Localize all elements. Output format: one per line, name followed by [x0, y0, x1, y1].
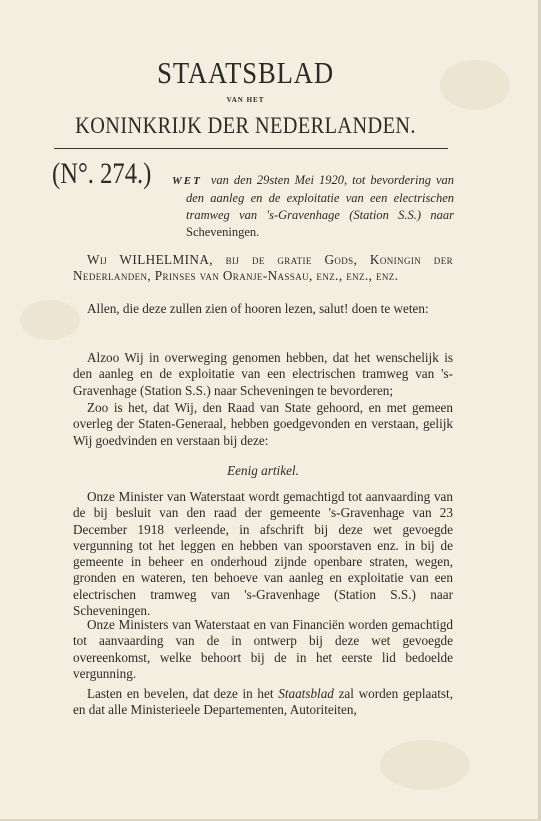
closing-text-end: zal worden geplaatst, en dat alle Ministerieele Departementen, Autoriteiten,: [73, 686, 454, 718]
law-title-destination: Scheveningen.: [186, 225, 260, 239]
preamble-wij-text: Wij WILHELMINA, bij de gratie Gods, Koningin der Nederlanden, Prinses van Oranje-Nassau, enz., enz., enz.: [73, 252, 453, 284]
preamble-alzoo: [73, 350, 453, 399]
article-paragraph-1-text: Onze Minister van Waterstaat wordt gemachtigd tot aanvaarding van de bij besluit van den raad der gemeente 's-Gravenhage van 23 December 1918 verleende, in afschrift bij deze wet gevoegde vergunning tot het leggen en hebben van spoorstaven enz. in bij de gemeente in beheer en onderhoud zijnde openbare straten, wegen, gronden en wateren, ten behoeve van aanleg en exploitatie van een electrischen tramweg van 's-Gravenhage (Station S.S.) naar Scheveningen.: [73, 489, 453, 619]
article-paragraph-2-text: Onze Ministers van Waterstaat en van Financiën worden gemachtigd tot aanvaarding van de in ontwerp bij deze wet gevoegde overeenkomst, welke behoort bij de in het eerste lid bedoelde vergunning.: [73, 617, 453, 681]
law-title-text-naar: naar: [430, 208, 455, 222]
preamble-alzoo-text: Alzoo Wij in overweging genomen hebben, dat het wenschelijk is den aanleg en de exploitatie van een electrischen tramweg van 's-Gravenhage (Station S.S.) naar Scheveningen te bevorderen;: [73, 350, 453, 398]
law-type-label: WET: [172, 175, 202, 187]
preamble-zoo-text: Zoo is het, dat Wij, den Raad van State gehoord, en met gemeen overleg der Staten-Generaal, hebben goedgevonden en verstaan, gelijk Wij goedvinden en verstaan bij deze:: [73, 400, 453, 448]
masthead-title: STAATSBLAD: [157, 55, 334, 90]
article-heading: Eenig artikel.: [227, 463, 299, 478]
preamble-wij: [73, 252, 453, 285]
article-paragraph-2: [73, 617, 453, 682]
law-title: [172, 172, 454, 241]
preamble-allen: [73, 301, 453, 317]
closing-text-start: Lasten en bevelen, dat deze in het: [87, 686, 274, 701]
masthead-van-het: VAN HET: [226, 96, 265, 104]
closing-paragraph-text: [73, 686, 453, 719]
article-paragraph-1: [73, 489, 453, 619]
preamble-allen-text: Allen, die deze zullen zien of hooren lezen, salut! doen te weten:: [87, 301, 429, 316]
law-title-text: van den 29sten Mei 1920, tot bevordering van den aanleg en de exploitatie van een electrischen tramweg van 's-Gravenhage (Station S.S.): [186, 173, 454, 222]
closing-staatsblad: Staatsblad: [278, 686, 334, 701]
law-number: (N°. 274.): [52, 157, 152, 190]
header-divider: [54, 148, 448, 149]
preamble-zoo: [73, 400, 453, 449]
paper-stain: [20, 300, 80, 340]
masthead-kingdom: KONINKRIJK DER NEDERLANDEN.: [75, 113, 416, 138]
closing-paragraph: [73, 686, 453, 719]
paper-stain: [380, 740, 470, 790]
